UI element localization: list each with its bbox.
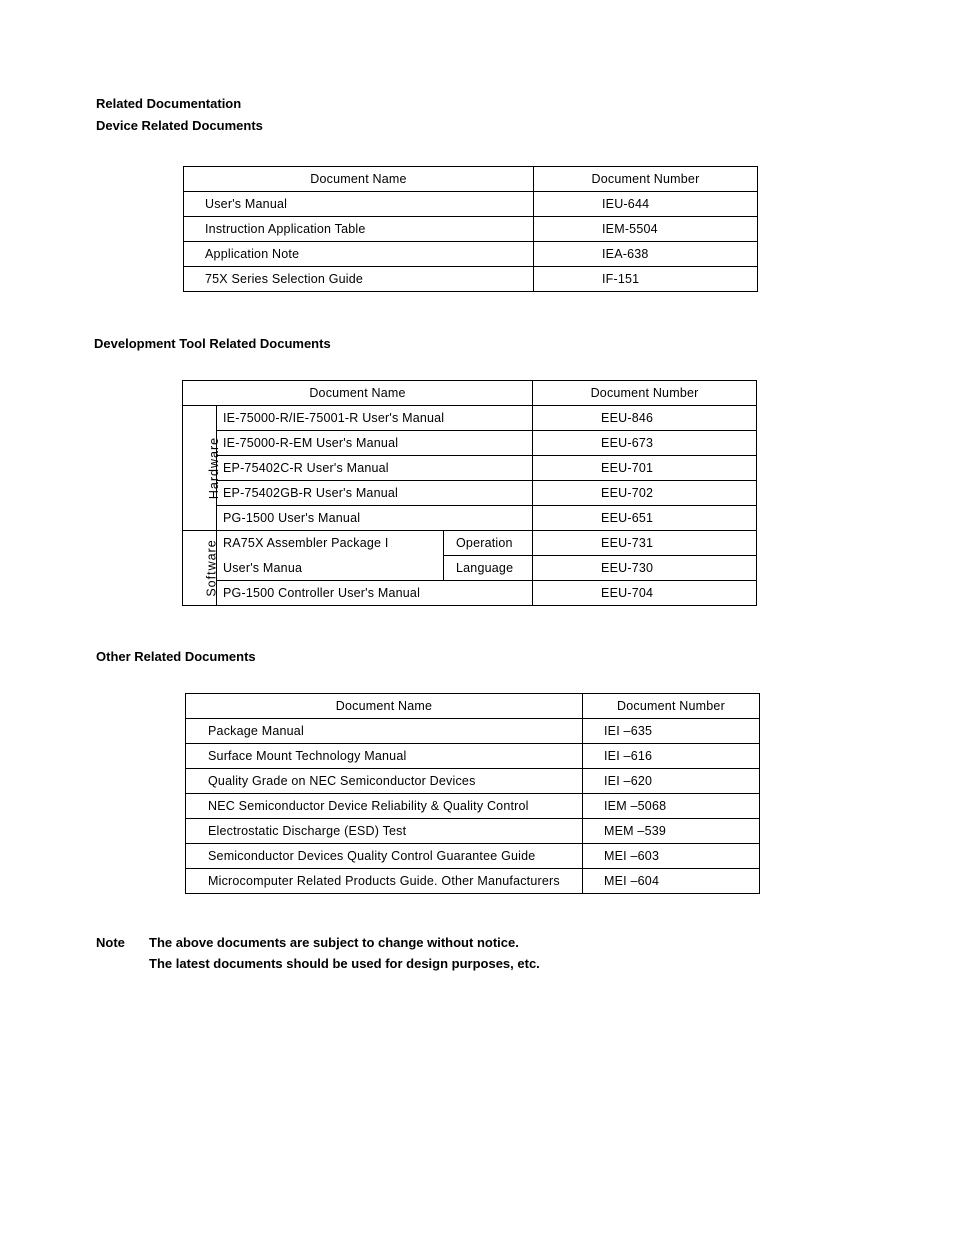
devtool-documents-heading: Development Tool Related Documents: [94, 336, 331, 351]
document-name-cell: Semiconductor Devices Quality Control Guarantee Guide: [186, 844, 583, 869]
document-number-cell: IEM-5504: [534, 217, 758, 242]
note-line-1: The above documents are subject to change without notice.: [149, 935, 519, 950]
document-number-cell: EEU-702: [533, 481, 757, 506]
table-row: [183, 506, 757, 531]
document-name-cell: PG-1500 Controller User's Manual: [217, 581, 533, 606]
document-name-cell: Electrostatic Discharge (ESD) Test: [186, 819, 583, 844]
table-row: [184, 267, 758, 292]
document-number-cell: IEI –616: [583, 744, 760, 769]
other-documents-heading: Other Related Documents: [96, 649, 256, 664]
document-number-cell: MEI –603: [583, 844, 760, 869]
table-row: [183, 406, 757, 431]
table-row: [186, 869, 760, 894]
software-group-label: [183, 531, 217, 606]
table-row: [183, 481, 757, 506]
other-documents-table: [185, 693, 760, 894]
table-header-row: [186, 694, 760, 719]
table-row: [184, 217, 758, 242]
hardware-label-text: Hardware: [207, 436, 222, 500]
document-name-cell: PG-1500 User's Manual: [217, 506, 533, 531]
devtool-documents-table: [182, 380, 757, 606]
document-number-cell: IEM –5068: [583, 794, 760, 819]
document-number-cell: IEA-638: [534, 242, 758, 267]
table-row: [186, 794, 760, 819]
table-row: [186, 769, 760, 794]
table-row: [183, 456, 757, 481]
table-row: [186, 744, 760, 769]
document-name-cell: 75X Series Selection Guide: [184, 267, 534, 292]
document-number-cell: IF-151: [534, 267, 758, 292]
document-number-cell: MEM –539: [583, 819, 760, 844]
column-header-document-name: Document Name: [186, 694, 583, 719]
table-row: [184, 192, 758, 217]
software-label-text: Software: [204, 539, 219, 597]
document-subtype-cell: Operation: [444, 531, 533, 556]
column-header-document-name: Document Name: [184, 167, 534, 192]
document-name-cell: User's Manua: [217, 556, 444, 581]
document-name-cell: Quality Grade on NEC Semiconductor Devices: [186, 769, 583, 794]
table-row: [186, 719, 760, 744]
document-name-cell: Application Note: [184, 242, 534, 267]
document-number-cell: EEU-730: [533, 556, 757, 581]
document-number-cell: EEU-731: [533, 531, 757, 556]
document-number-cell: EEU-651: [533, 506, 757, 531]
note-line-2: The latest documents should be used for design purposes, etc.: [149, 956, 540, 971]
document-number-cell: IEI –635: [583, 719, 760, 744]
document-name-cell: Surface Mount Technology Manual: [186, 744, 583, 769]
document-number-cell: EEU-701: [533, 456, 757, 481]
document-subtype-cell: Language: [444, 556, 533, 581]
table-row: [184, 242, 758, 267]
document-number-cell: IEI –620: [583, 769, 760, 794]
document-name-cell: IE-75000-R-EM User's Manual: [217, 431, 533, 456]
document-name-cell: Package Manual: [186, 719, 583, 744]
column-header-document-number: Document Number: [583, 694, 760, 719]
table-row: [183, 531, 757, 556]
table-row: [183, 431, 757, 456]
document-name-cell: EP-75402C-R User's Manual: [217, 456, 533, 481]
hardware-group-label: [183, 406, 222, 531]
document-name-cell: NEC Semiconductor Device Reliability & Quality Control: [186, 794, 583, 819]
document-name-cell: Instruction Application Table: [184, 217, 534, 242]
document-number-cell: EEU-846: [533, 406, 757, 431]
table-row: [186, 844, 760, 869]
document-name-cell: User's Manual: [184, 192, 534, 217]
table-row: [183, 556, 757, 581]
note-label: Note: [96, 935, 125, 950]
document-name-cell: IE-75000-R/IE-75001-R User's Manual: [217, 406, 533, 431]
device-documents-table: [183, 166, 758, 292]
document-name-cell: RA75X Assembler Package I: [217, 531, 444, 556]
device-documents-heading: Device Related Documents: [96, 118, 263, 133]
document-number-cell: IEU-644: [534, 192, 758, 217]
column-header-document-name: Document Name: [183, 381, 533, 406]
document-number-cell: EEU-704: [533, 581, 757, 606]
document-number-cell: EEU-673: [533, 431, 757, 456]
document-name-cell: Microcomputer Related Products Guide. Other Manufacturers: [186, 869, 583, 894]
table-header-row: [183, 381, 757, 406]
table-row: [183, 581, 757, 606]
document-name-cell: EP-75402GB-R User's Manual: [217, 481, 533, 506]
column-header-document-number: Document Number: [533, 381, 757, 406]
table-header-row: [184, 167, 758, 192]
document-number-cell: MEI –604: [583, 869, 760, 894]
table-row: [186, 819, 760, 844]
related-documentation-heading: Related Documentation: [96, 96, 242, 111]
column-header-document-number: Document Number: [534, 167, 758, 192]
